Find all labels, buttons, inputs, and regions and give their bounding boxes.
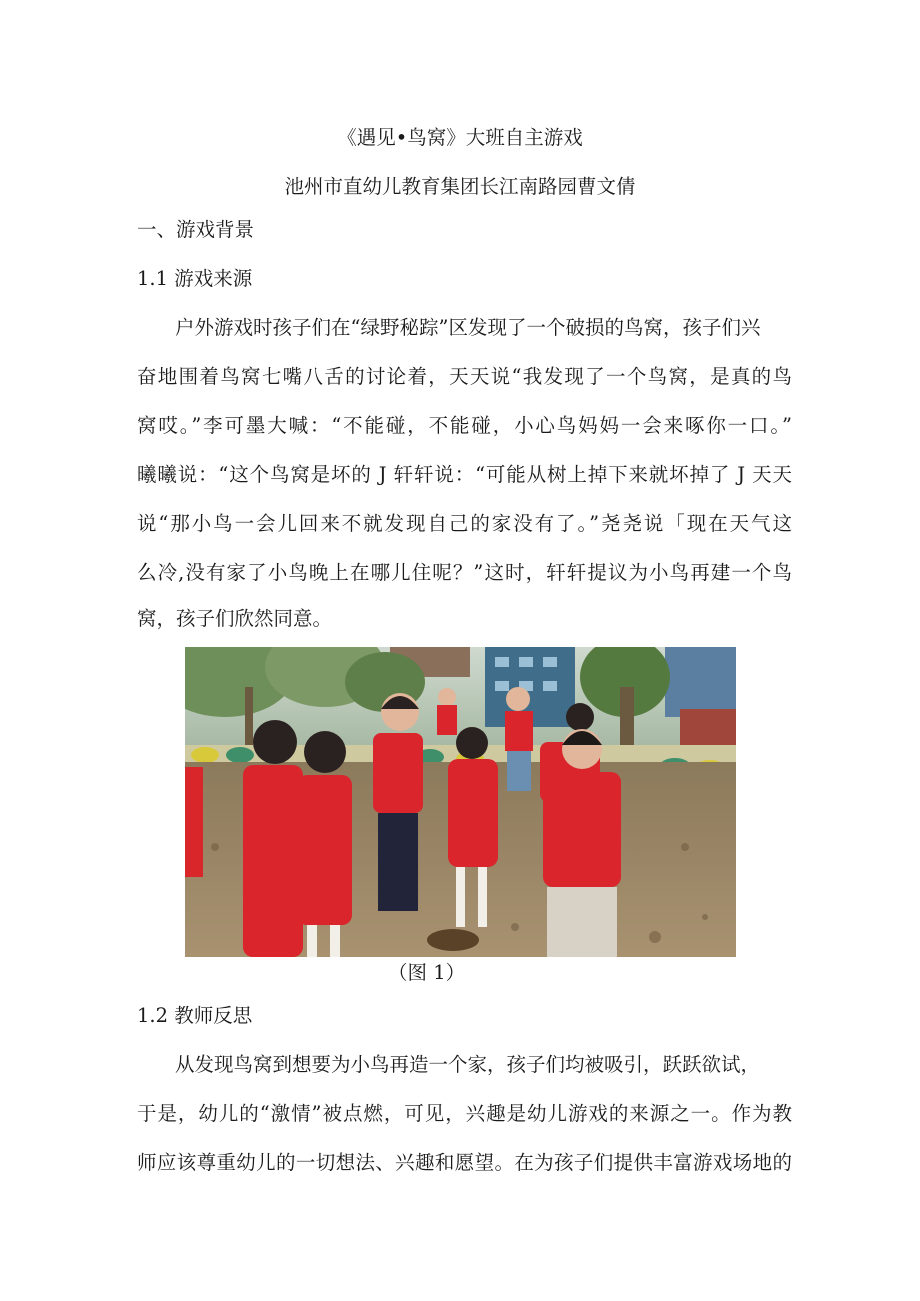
paragraph-line: 师应该尊重幼儿的一切想法、兴趣和愿望。在为孩子们提供丰富游戏场地的 (137, 1151, 792, 1174)
paragraph-line: 户外游戏时孩子们在“绿野秘踪”区发现了一个破损的鸟窝，孩子们兴 (175, 316, 761, 339)
document-author: 池州市直幼儿教育集团长江南路园曹文倩 (284, 175, 636, 198)
document-title: 《遇见•鸟窝》大班自主游戏 (337, 126, 583, 149)
paragraph-line: 说“那小鸟一会儿回来不就发现自己的家没有了。”尧尧说「现在天气这 (137, 512, 792, 535)
subsection-heading-source: 1.1 游戏来源 (137, 267, 253, 290)
paragraph-line: 于是，幼儿的“激情”被点燃，可见，兴趣是幼儿游戏的来源之一。作为教 (137, 1102, 792, 1125)
figure-caption: （图 1） (388, 961, 466, 984)
paragraph-line: 窝哎。”李可墨大喊：“不能碰，不能碰，小心鸟妈妈一会来啄你一口。” (137, 414, 792, 437)
paragraph-line: 奋地围着鸟窝七嘴八舌的讨论着，天天说“我发现了一个鸟窝，是真的鸟 (137, 365, 792, 388)
photo-children-around-nest (185, 647, 736, 957)
paragraph-line: 么冷,没有家了小鸟晚上在哪儿住呢？”这时，轩轩提议为小鸟再建一个鸟 (137, 561, 792, 584)
paragraph-line: 窝，孩子们欣然同意。 (137, 607, 333, 630)
section-heading-background: 一、游戏背景 (137, 218, 255, 241)
paragraph-line: 曦曦说：“这个鸟窝是坏的 J 轩轩说：“可能从树上掉下来就坏掉了 J 天天 (137, 463, 792, 486)
subsection-heading-reflection: 1.2 教师反思 (137, 1004, 253, 1027)
paragraph-line: 从发现鸟窝到想要为小鸟再造一个家，孩子们均被吸引，跃跃欲试， (175, 1053, 761, 1076)
